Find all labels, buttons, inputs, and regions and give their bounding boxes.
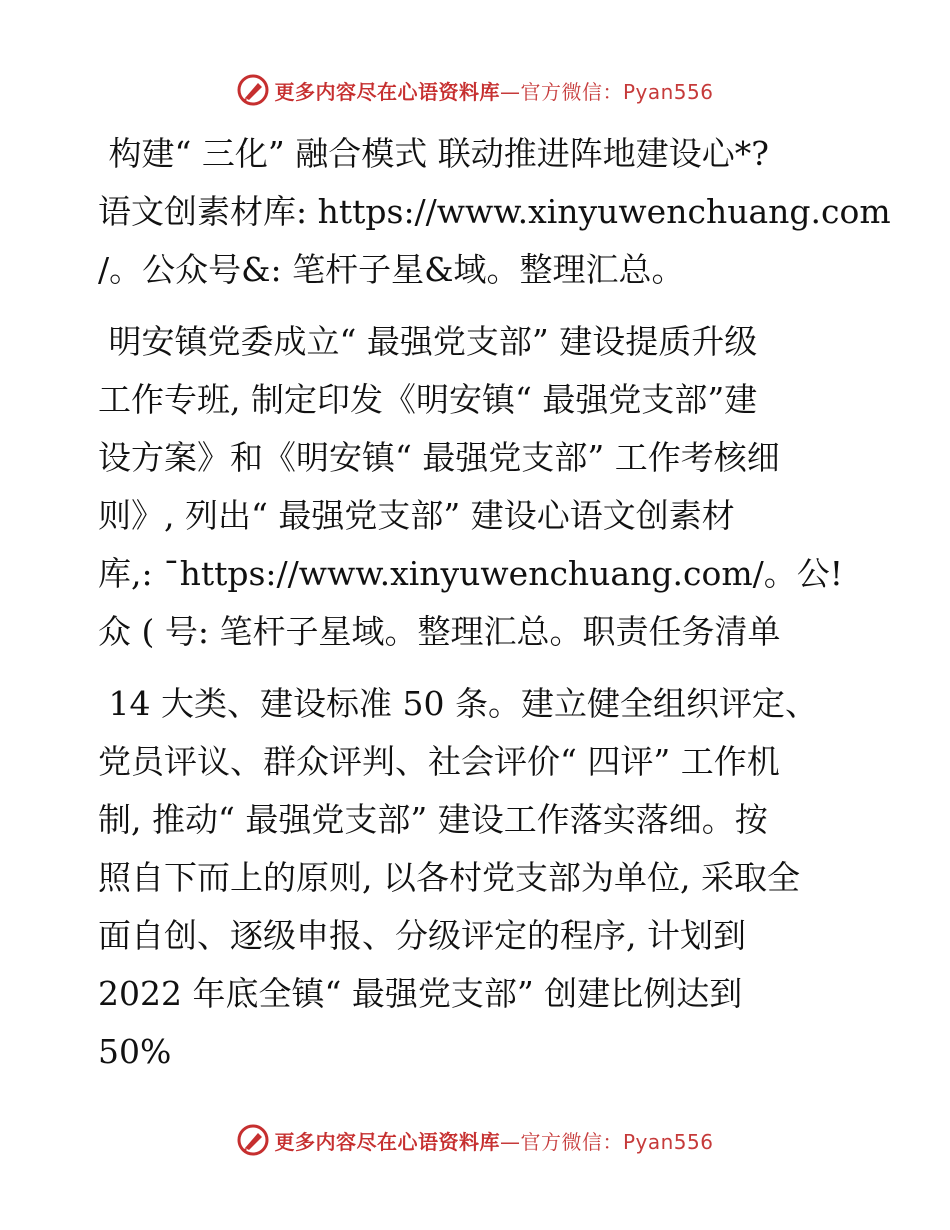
- footer-banner-light: —官方微信：Pyan556: [499, 1129, 714, 1154]
- pen-nib-logo-icon: [236, 1123, 270, 1157]
- paragraph-line: 党员评议、群众评判、社会评价“ 四评” 工作机: [98, 742, 780, 781]
- paragraph-line: 工作专班, 制定印发《明安镇“ 最强党支部”建: [98, 380, 758, 419]
- pen-nib-logo-icon: [236, 73, 270, 107]
- header-banner-text: [274, 76, 713, 105]
- paragraph-line: 语文创素材库: https://www.xinyuwenchuang.com: [98, 192, 891, 231]
- document-body: [98, 125, 891, 1081]
- paragraph-1: [98, 125, 891, 299]
- paragraph-spacer: [98, 299, 858, 313]
- header-banner-strong: 更多内容尽在心语资料库: [274, 79, 500, 104]
- paragraph-line: 构建“ 三化” 融合模式 联动推进阵地建设心*?: [98, 134, 769, 173]
- paragraph-line: 14 大类、建设标准 50 条。建立健全组织评定、: [98, 684, 818, 723]
- paragraph-line: /。公众号&: 笔杆子星&域。整理汇总。: [98, 250, 685, 289]
- paragraph-line: 明安镇党委成立“ 最强党支部” 建设提质升级: [98, 322, 758, 361]
- footer-banner: [0, 1120, 950, 1160]
- paragraph-line: 2022 年底全镇“ 最强党支部” 创建比例达到: [98, 974, 743, 1013]
- paragraph-line: 库,: ¯https://www.xinyuwenchuang.com/。公!: [98, 554, 843, 593]
- paragraph-line: 设方案》和《明安镇“ 最强党支部” 工作考核细: [98, 438, 780, 477]
- paragraph-line: 照自下而上的原则, 以各村党支部为单位, 采取全: [98, 858, 800, 897]
- paragraph-line: 面自创、逐级申报、分级评定的程序, 计划到: [98, 916, 746, 955]
- paragraph-line: 50%: [98, 1032, 172, 1071]
- header-banner-light: —官方微信：Pyan556: [499, 79, 714, 104]
- footer-banner-text: [274, 1126, 713, 1155]
- paragraph-line: 则》, 列出“ 最强党支部” 建设心语文创素材: [98, 496, 735, 535]
- footer-banner-strong: 更多内容尽在心语资料库: [274, 1129, 500, 1154]
- paragraph-2: [98, 313, 858, 661]
- paragraph-line: 制, 推动“ 最强党支部” 建设工作落实落细。按: [98, 800, 768, 839]
- paragraph-spacer: [98, 661, 858, 675]
- paragraph-3: [98, 675, 858, 1081]
- paragraph-line: 众 ( 号: 笔杆子星域。整理汇总。职责任务清单: [98, 612, 781, 651]
- header-banner: [0, 70, 950, 110]
